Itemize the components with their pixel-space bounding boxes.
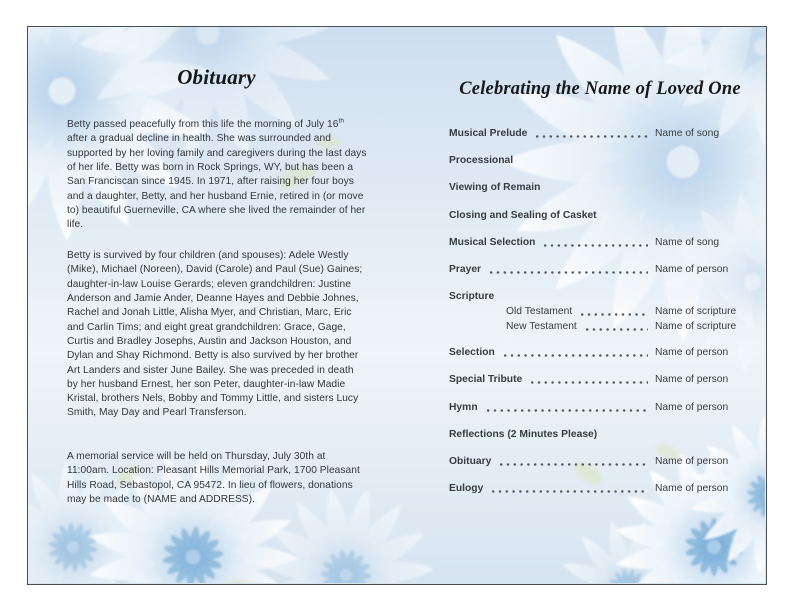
dotted-leader bbox=[581, 313, 648, 316]
program-item-label: Old Testament bbox=[506, 306, 573, 318]
program-row bbox=[449, 454, 755, 468]
program-item-value: Name of person bbox=[655, 264, 729, 276]
program-item-value: Name of scripture bbox=[655, 306, 737, 318]
obituary-paragraph bbox=[67, 450, 367, 507]
dotted-leader bbox=[544, 244, 648, 247]
dotted-leader bbox=[490, 271, 648, 274]
obituary-paragraph-segment: th bbox=[338, 117, 345, 125]
program-row bbox=[449, 262, 755, 276]
program-item-label: Hymn bbox=[449, 401, 478, 413]
service-title: Celebrating the Name of Loved One bbox=[459, 79, 741, 99]
program-row bbox=[449, 427, 755, 441]
obituary-paragraph-segment: Betty is survived by four children (and spouses): Adele Westly (Mike), Michael (Noreen), David (Carole) and Paul (Sue) Gaines; daughter-in-law Louise Gerards; eleven grandchildren: Justine Anderson and Jamie Ander, Deanne Hayes and Debbie Johnes, Rachel and Jonah Little, Alisha Myer, and Christian, Marc, Eric and Carlin Tims; and eight great grandchildren: Grace, Gage, Curtis and Bradley Josephs, Austin and Jackson Houston, and Dylan and Shay Richmond. Betty is also survived by her brother Art Landers and sister June Bailey. She was preceded in death by her husband Ernest, her son Peter, daughter-in-law Madie Kristal, brothers Nels, Bobby and Tommy Little, and sisters Lucy Smith, May Day and Pearl Transferson. bbox=[67, 250, 363, 419]
program-row bbox=[449, 304, 755, 318]
program-item-value: Name of song bbox=[655, 128, 720, 140]
dotted-leader bbox=[492, 490, 648, 493]
program-item-label: Prayer bbox=[449, 264, 482, 276]
dotted-leader bbox=[500, 463, 648, 466]
dotted-leader bbox=[531, 381, 648, 384]
program-item-value: Name of scripture bbox=[655, 320, 737, 332]
program-item-label: Scripture bbox=[449, 291, 495, 303]
program-item-label: Special Tribute bbox=[449, 374, 523, 386]
program-row bbox=[449, 289, 755, 303]
dotted-leader bbox=[586, 328, 648, 331]
program-item-label: Processional bbox=[449, 155, 514, 167]
dotted-leader bbox=[504, 354, 648, 357]
program-item-label: Obituary bbox=[449, 456, 492, 468]
obituary-paragraph bbox=[67, 118, 367, 233]
program-item-label: Reflections (2 Minutes Please) bbox=[449, 428, 598, 440]
program-item-label: Eulogy bbox=[449, 483, 484, 495]
obituary-paragraph-segment: A memorial service will be held on Thursday, July 30th at 11:00am. Location: Pleasant Hills Memorial Park, 1700 Pleasant Hills Road, Sebastopol, CA 95472. In lieu of flowers, donations may be made to (NAME and ADDRESS). bbox=[67, 451, 360, 505]
program-row bbox=[449, 318, 755, 332]
program-item-label: Musical Prelude bbox=[449, 128, 528, 140]
program-row bbox=[449, 372, 755, 386]
program-item-label: Musical Selection bbox=[449, 236, 536, 248]
obituary-title: Obituary bbox=[177, 65, 256, 89]
program-row bbox=[449, 481, 755, 495]
program-item-value: Name of person bbox=[655, 456, 729, 468]
program-item-label: Selection bbox=[449, 347, 495, 359]
obituary-paragraph-segment: Betty passed peacefully from this life the morning of July 16 bbox=[67, 119, 339, 130]
program-row bbox=[449, 153, 755, 167]
program-row bbox=[449, 400, 755, 414]
obituary-paragraph bbox=[67, 249, 367, 421]
dotted-leader bbox=[536, 135, 648, 138]
program-row bbox=[449, 126, 755, 140]
obituary-paragraph-segment: after a gradual decline in health. She was surrounded and supported by her loving family and caregivers during the last days of her life. Betty was born in Rock Springs, WY, but has been a San Franciscan since 1945. In 1971, after raising her four boys and a daughter, Betty, and her husband Ernie, retired in (or move to) beautiful Guerneville, CA where she lived the remainder of her life. bbox=[67, 133, 367, 231]
program-item-value: Name of person bbox=[655, 401, 729, 413]
program-item-label: New Testament bbox=[506, 320, 577, 332]
program-row bbox=[449, 208, 755, 222]
program-item-value: Name of song bbox=[655, 236, 720, 248]
dotted-leader bbox=[487, 409, 648, 412]
program-row bbox=[449, 345, 755, 359]
bifold-sheet bbox=[27, 26, 767, 585]
program-item-value: Name of person bbox=[655, 347, 729, 359]
program-row bbox=[449, 235, 755, 249]
program-item-value: Name of person bbox=[655, 374, 729, 386]
order-of-service-list bbox=[449, 126, 755, 508]
program-item-label: Closing and Sealing of Casket bbox=[449, 209, 597, 221]
program-item-label: Viewing of Remain bbox=[449, 182, 541, 194]
program-row bbox=[449, 180, 755, 194]
program-item-value: Name of person bbox=[655, 483, 729, 495]
